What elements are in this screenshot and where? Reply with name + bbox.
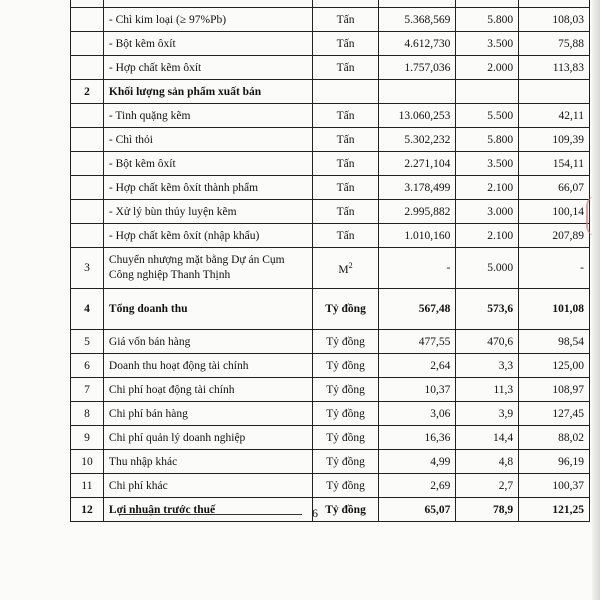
row-number: 7 [71, 378, 104, 402]
actual-value: 3.178,499 [379, 176, 456, 200]
percent-value: 108,97 [519, 378, 590, 402]
plan-value: 78,9 [456, 498, 519, 522]
item-name: - Hợp chất kẽm ôxít (nhập khẩu) [103, 224, 312, 248]
item-name: Chi phí bán hàng [103, 402, 312, 426]
plan-value: 573,6 [456, 289, 519, 330]
table-row [71, 450, 590, 474]
actual-value: 1.010,160 [379, 224, 456, 248]
table-row [71, 200, 590, 224]
plan-value: 4,8 [456, 450, 519, 474]
plan-value: 3.500 [456, 152, 519, 176]
plan-value: 3.500 [456, 32, 519, 56]
table-row [71, 426, 590, 450]
table-row [71, 8, 590, 32]
row-number: 3 [71, 248, 104, 289]
actual-value: 2.995,882 [379, 200, 456, 224]
page-edge-shadow [592, 0, 600, 600]
percent-value: 88,02 [519, 426, 590, 450]
unit-cell: Tấn [312, 32, 379, 56]
table-row [71, 176, 590, 200]
actual-value: 567,48 [379, 289, 456, 330]
row-number: 12 [71, 498, 104, 522]
unit-cell [312, 0, 379, 8]
plan-value: 2.100 [456, 224, 519, 248]
unit-cell: Tỷ đồng [312, 498, 379, 522]
actual-value: 2,64 [379, 354, 456, 378]
unit-cell: Tỷ đồng [312, 402, 379, 426]
unit-cell: Tấn [312, 224, 379, 248]
percent-value: 109,39 [519, 128, 590, 152]
table-row [71, 32, 590, 56]
results-table [70, 0, 590, 522]
actual-value [379, 80, 456, 104]
table-row [71, 152, 590, 176]
unit-cell: Tấn [312, 8, 379, 32]
actual-value: 16,36 [379, 426, 456, 450]
item-name: - Tinh quặng kẽm [103, 104, 312, 128]
unit-cell: Tỷ đồng [312, 378, 379, 402]
unit-cell: Tấn [312, 152, 379, 176]
unit-cell: Tấn [312, 56, 379, 80]
unit-cell [312, 80, 379, 104]
item-name: Chuyển nhượng mặt bằng Dự án Cụm Công nghiệp Thanh Thịnh [103, 248, 312, 289]
actual-value: 13.060,253 [379, 104, 456, 128]
row-number [71, 32, 104, 56]
percent-value [519, 0, 590, 8]
item-name: Thu nhập khác [103, 450, 312, 474]
table-row [71, 80, 590, 104]
row-number: 2 [71, 80, 104, 104]
plan-value: 14,4 [456, 426, 519, 450]
page-number: 6 [312, 506, 318, 520]
table-row [71, 0, 590, 8]
plan-value: 2.000 [456, 56, 519, 80]
item-name: - Bột kẽm ôxít [103, 152, 312, 176]
actual-value: 3,06 [379, 402, 456, 426]
actual-value: 1.757,036 [379, 56, 456, 80]
table-row [71, 354, 590, 378]
unit-cell: $M^2$ [312, 248, 379, 289]
table-row [71, 128, 590, 152]
row-number: 8 [71, 402, 104, 426]
item-name: Chi phí quản lý doanh nghiệp [103, 426, 312, 450]
item-name: - Chì thỏi [103, 128, 312, 152]
row-number: 6 [71, 354, 104, 378]
percent-value: 125,00 [519, 354, 590, 378]
actual-value: 65,07 [379, 498, 456, 522]
row-number [71, 0, 104, 8]
table-row [71, 378, 590, 402]
plan-value: 5.000 [456, 248, 519, 289]
row-number [71, 128, 104, 152]
table-row [71, 498, 590, 522]
unit-cell: Tấn [312, 176, 379, 200]
row-number [71, 200, 104, 224]
item-name [103, 0, 312, 8]
percent-value: 42,11 [519, 104, 590, 128]
item-name: Giá vốn bán hàng [103, 330, 312, 354]
row-number [71, 104, 104, 128]
row-number [71, 176, 104, 200]
row-number [71, 224, 104, 248]
item-name: Chi phí hoạt động tài chính [103, 378, 312, 402]
percent-value: 75,88 [519, 32, 590, 56]
item-name: Doanh thu hoạt động tài chính [103, 354, 312, 378]
row-number: 9 [71, 426, 104, 450]
unit-cell: Tấn [312, 104, 379, 128]
table-body [71, 0, 590, 522]
plan-value [456, 0, 519, 8]
item-name: - Chì kim loại (≥ 97%Pb) [103, 8, 312, 32]
percent-value: 100,37 [519, 474, 590, 498]
plan-value: 3.000 [456, 200, 519, 224]
row-number: 4 [71, 289, 104, 330]
item-name: Chi phí khác [103, 474, 312, 498]
percent-value: 113,83 [519, 56, 590, 80]
item-name: Tổng doanh thu [103, 289, 312, 330]
unit-cell: Tỷ đồng [312, 450, 379, 474]
row-number: 10 [71, 450, 104, 474]
table-row [71, 224, 590, 248]
table-row [71, 104, 590, 128]
plan-value: 11,3 [456, 378, 519, 402]
actual-value: 5.302,232 [379, 128, 456, 152]
actual-value: 2.271,104 [379, 152, 456, 176]
percent-value: 100,14 [519, 200, 590, 224]
table-row [71, 289, 590, 330]
percent-value: 207,89 [519, 224, 590, 248]
plan-value: 5.800 [456, 128, 519, 152]
actual-value [379, 0, 456, 8]
actual-value: 10,37 [379, 378, 456, 402]
table-row [71, 474, 590, 498]
unit-cell: Tỷ đồng [312, 289, 379, 330]
row-number [71, 56, 104, 80]
row-number: 5 [71, 330, 104, 354]
percent-value: 101,08 [519, 289, 590, 330]
item-name: Khối lượng sản phẩm xuất bán [103, 80, 312, 104]
table-row [71, 56, 590, 80]
plan-value: 3,9 [456, 402, 519, 426]
percent-value: - [519, 248, 590, 289]
item-name: Lợi nhuận trước thuế [103, 498, 312, 522]
percent-value: 121,25 [519, 498, 590, 522]
row-number [71, 8, 104, 32]
percent-value: 108,03 [519, 8, 590, 32]
table-row [71, 248, 590, 289]
table-row [71, 402, 590, 426]
percent-value: 98,54 [519, 330, 590, 354]
plan-value: 2,7 [456, 474, 519, 498]
unit-cell: Tấn [312, 128, 379, 152]
actual-value: 477,55 [379, 330, 456, 354]
percent-value: 96,19 [519, 450, 590, 474]
unit-cell: Tỷ đồng [312, 426, 379, 450]
row-number: 11 [71, 474, 104, 498]
item-name: - Bột kẽm ôxít [103, 32, 312, 56]
footer-rule [120, 514, 302, 515]
percent-value: 66,07 [519, 176, 590, 200]
actual-value: 4.612,730 [379, 32, 456, 56]
row-number [71, 152, 104, 176]
actual-value: 5.368,569 [379, 8, 456, 32]
unit-cell: Tỷ đồng [312, 354, 379, 378]
unit-cell: Tấn [312, 200, 379, 224]
item-name: - Hợp chất kẽm ôxít [103, 56, 312, 80]
item-name: - Hợp chất kẽm ôxít thành phẩm [103, 176, 312, 200]
percent-value: 154,11 [519, 152, 590, 176]
plan-value: 5.800 [456, 8, 519, 32]
plan-value: 470,6 [456, 330, 519, 354]
table-row [71, 330, 590, 354]
plan-value: 5.500 [456, 104, 519, 128]
actual-value: - [379, 248, 456, 289]
item-name: - Xử lý bùn thủy luyện kẽm [103, 200, 312, 224]
percent-value [519, 80, 590, 104]
plan-value: 3,3 [456, 354, 519, 378]
unit-cell: Tỷ đồng [312, 474, 379, 498]
plan-value: 2.100 [456, 176, 519, 200]
percent-value: 127,45 [519, 402, 590, 426]
unit-cell: Tỷ đồng [312, 330, 379, 354]
actual-value: 2,69 [379, 474, 456, 498]
unit-superscript: 2 [348, 260, 353, 270]
plan-value [456, 80, 519, 104]
actual-value: 4,99 [379, 450, 456, 474]
